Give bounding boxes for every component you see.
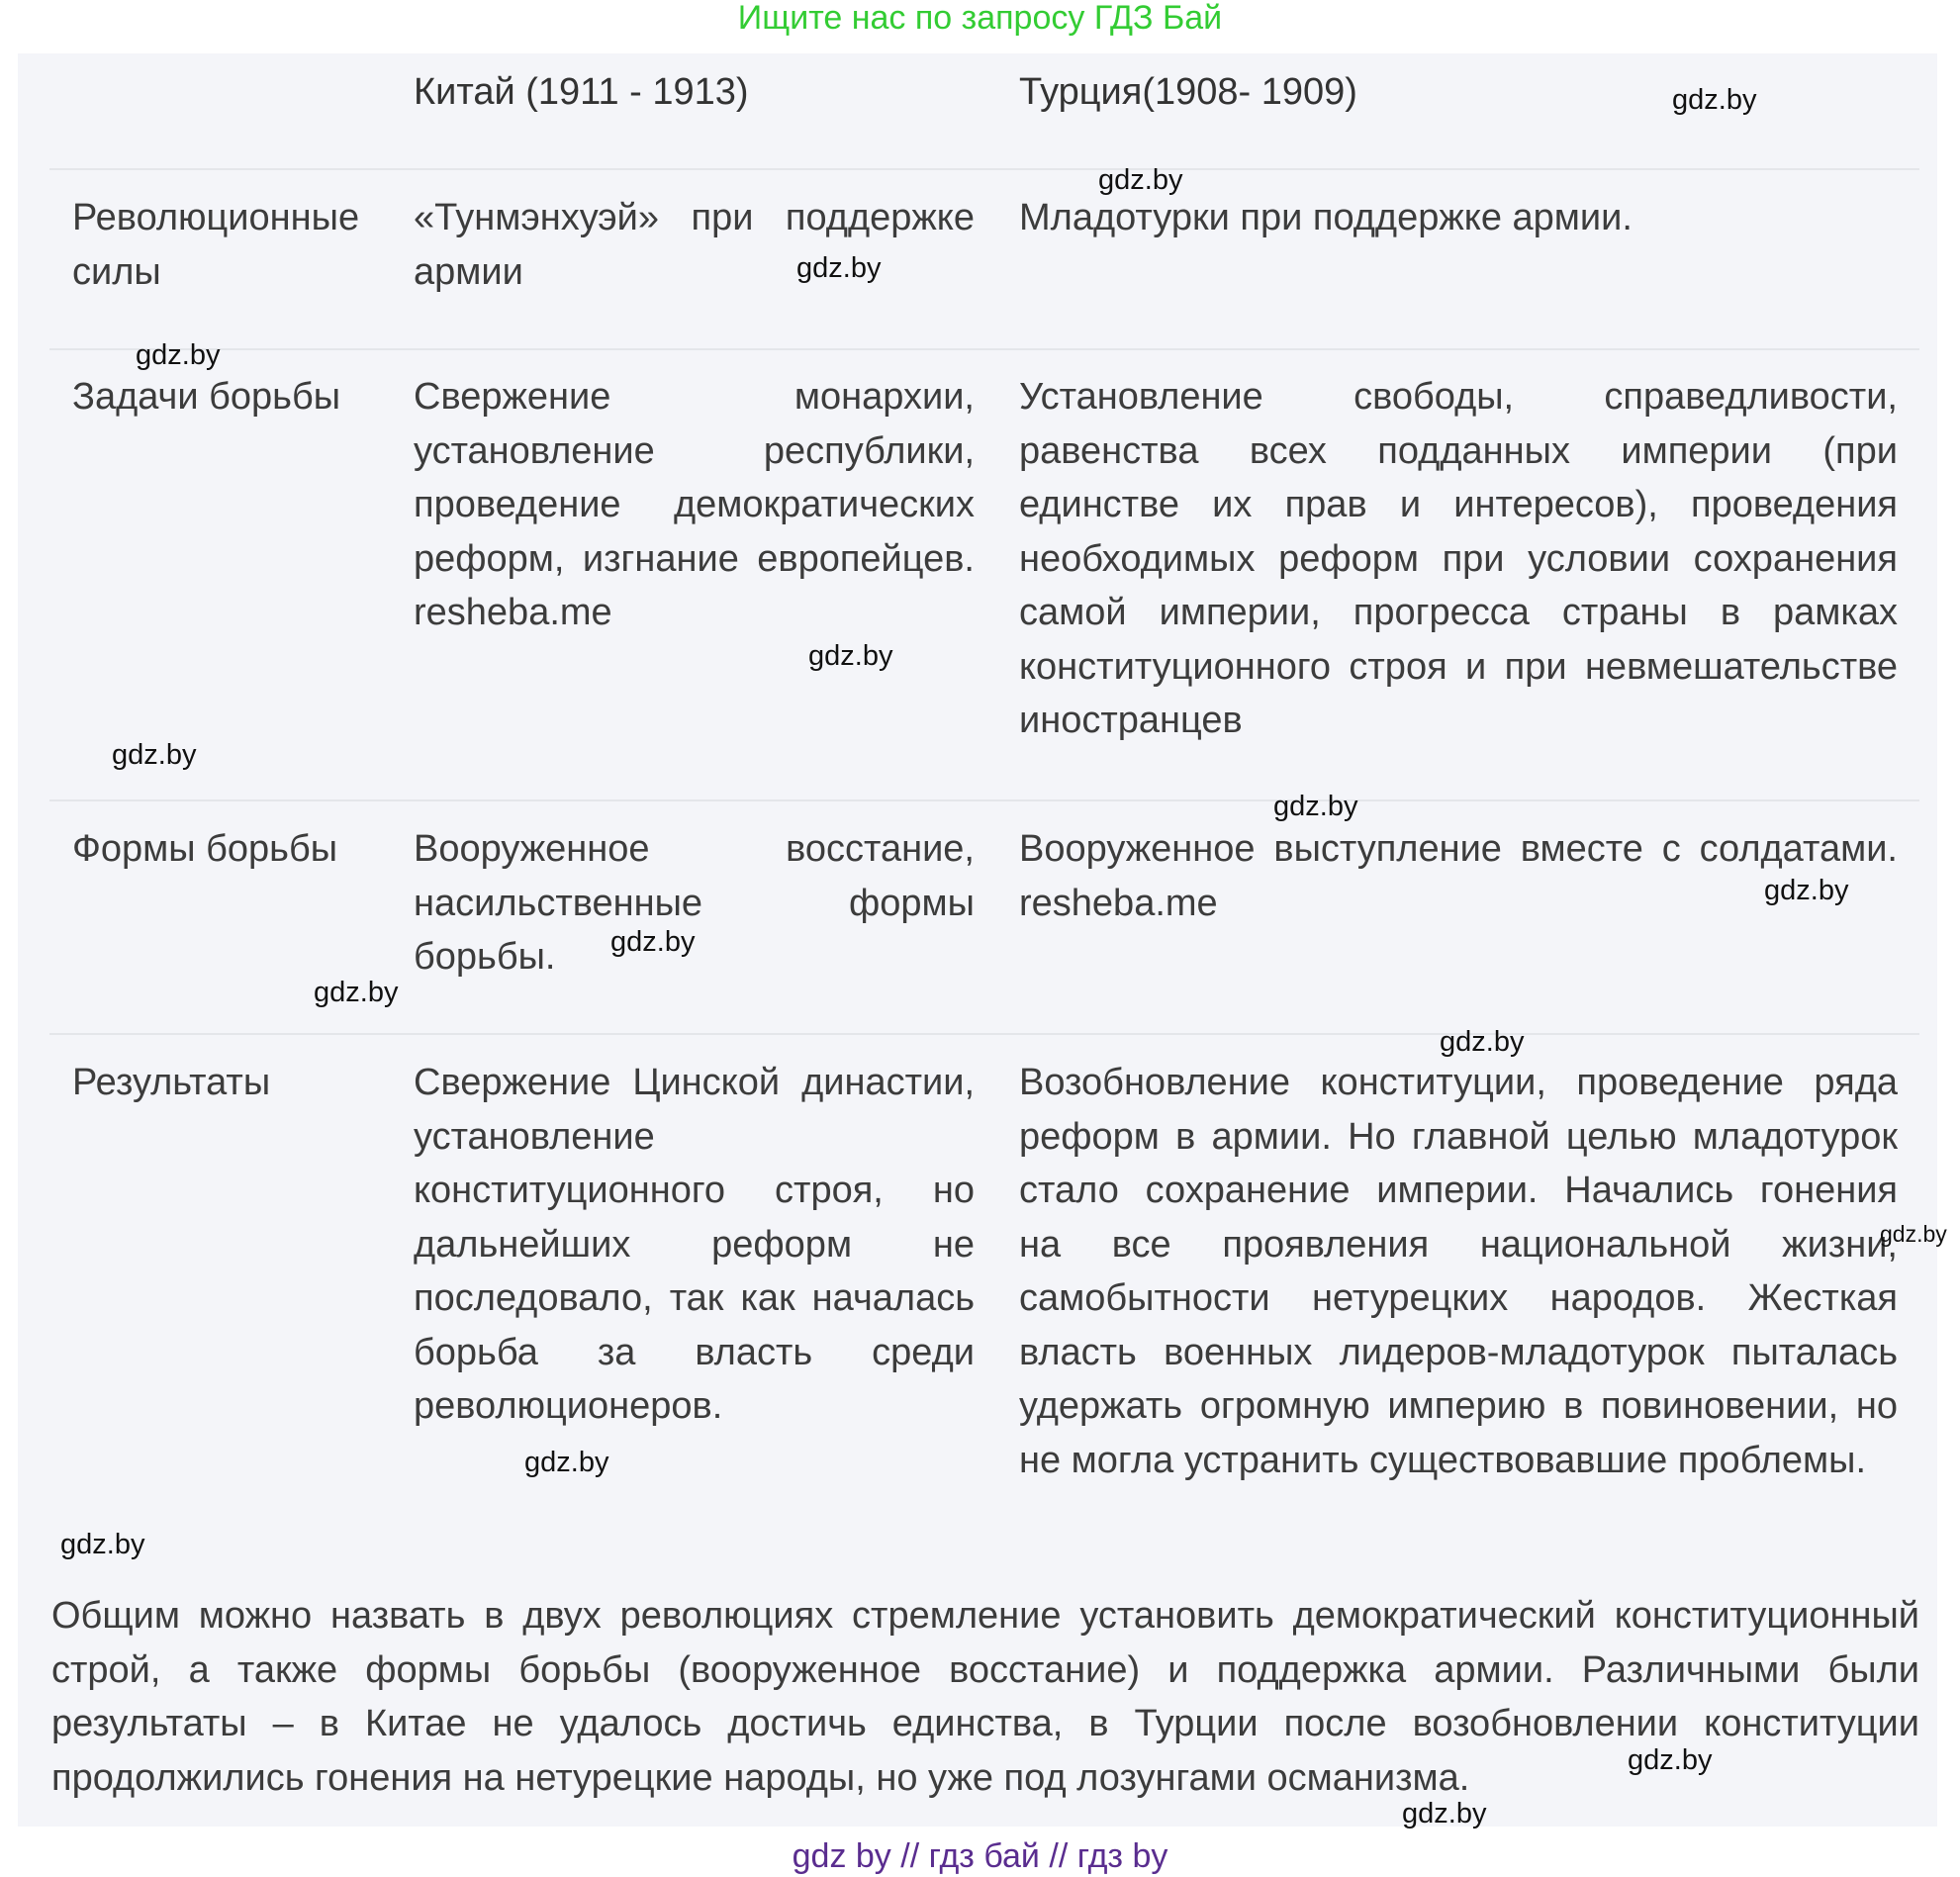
cell-line: конституционного строя, но bbox=[414, 1170, 975, 1211]
cell-turkey-results bbox=[1019, 1056, 1898, 1487]
cell-line: resheba.me bbox=[1019, 882, 1218, 924]
row-divider bbox=[49, 348, 1919, 350]
row-divider bbox=[49, 799, 1919, 801]
cell-line: власть военных лидеров-младотурок пыталась bbox=[1019, 1331, 1898, 1373]
search-banner: Ищите нас по запросу ГДЗ Бай bbox=[737, 0, 1223, 37]
cell-line: единстве их прав и интересов), проведения bbox=[1019, 484, 1898, 525]
cell-line: необходимых реформ при условии сохранения bbox=[1019, 537, 1898, 580]
content-panel bbox=[18, 53, 1937, 1830]
cell-line: борьбы. bbox=[414, 936, 556, 978]
watermark: gdz.by bbox=[112, 739, 197, 771]
cell-line: реформ, изгнание европейцев. bbox=[414, 537, 975, 580]
cell-line: Свержение монархии, bbox=[414, 376, 975, 418]
cell-line: равенства всех подданных империи (при bbox=[1019, 429, 1898, 472]
label-line: Формы борьбы bbox=[72, 828, 338, 870]
label-line: Революционные bbox=[72, 197, 360, 238]
watermark: gdz.by bbox=[1628, 1744, 1713, 1776]
cell-line: Установление свободы, справедливости, bbox=[1019, 376, 1898, 418]
label-line: Результаты bbox=[72, 1062, 271, 1103]
summary-line: результаты – в Китае не удалось достичь единства, в Турции после возобновлении конституции bbox=[51, 1703, 1919, 1744]
cell-line: реформ в армии. Но главной целью младотурок bbox=[1019, 1115, 1898, 1158]
cell-line: удержать огромную империю в повиновении, но bbox=[1019, 1385, 1898, 1427]
watermark: gdz.by bbox=[1764, 875, 1849, 906]
cell-line: «Тунмэнхуэй» при поддержке bbox=[414, 197, 975, 238]
cell-line: дальнейших реформ не bbox=[414, 1223, 975, 1266]
cell-line: последовало, так как началась bbox=[414, 1277, 975, 1319]
cell-line: Возобновление конституции, проведение ряда bbox=[1019, 1062, 1898, 1103]
cell-turkey-forces bbox=[1019, 191, 1898, 245]
watermark: gdz.by bbox=[314, 977, 399, 1008]
cell-line: Вооруженное выступление вместе с солдатами. bbox=[1019, 828, 1898, 870]
cell-line: resheba.me bbox=[414, 592, 612, 633]
row-divider bbox=[49, 1033, 1919, 1035]
watermark: gdz.by bbox=[1402, 1798, 1487, 1830]
cell-china-forces bbox=[414, 191, 975, 299]
row-label-forces bbox=[72, 191, 359, 299]
cell-line: Вооруженное восстание, bbox=[414, 828, 975, 870]
cell-line: не могла устранить существовавшие проблемы. bbox=[1019, 1439, 1867, 1481]
watermark: gdz.by bbox=[524, 1447, 609, 1478]
footer-links: gdz by // гдз бай // гдз by bbox=[792, 1837, 1168, 1875]
cell-line: установление bbox=[414, 1115, 655, 1158]
watermark: gdz.by bbox=[1440, 1026, 1525, 1058]
label-line: Задачи борьбы bbox=[72, 376, 341, 418]
watermark: gdz.by bbox=[610, 926, 696, 958]
watermark: gdz.by bbox=[1098, 164, 1183, 196]
row-label-forms bbox=[72, 822, 337, 877]
header-china: Китай (1911 - 1913) bbox=[414, 71, 749, 113]
row-divider bbox=[49, 168, 1919, 170]
cell-line: иностранцев bbox=[1019, 700, 1243, 741]
watermark: gdz.by bbox=[136, 339, 221, 371]
cell-line: стало сохранение империи. Начались гонения bbox=[1019, 1170, 1898, 1211]
row-label-results bbox=[72, 1056, 270, 1110]
cell-line: Свержение Цинской династии, bbox=[414, 1062, 975, 1103]
watermark: gdz.by bbox=[796, 252, 882, 284]
watermark: gdz.by bbox=[60, 1529, 145, 1560]
cell-line: установление республики, bbox=[414, 429, 975, 472]
cell-line: самобытности нетурецких народов. Жесткая bbox=[1019, 1277, 1898, 1319]
summary-line: строй, а также формы борьбы (вооруженное восстание) и поддержка армии. Различными были bbox=[51, 1648, 1919, 1691]
watermark: gdz.by bbox=[1672, 84, 1757, 116]
cell-line: Младотурки при поддержке армии. bbox=[1019, 197, 1633, 238]
cell-line: борьба за власть среди bbox=[414, 1331, 975, 1373]
cell-china-results bbox=[414, 1056, 975, 1434]
cell-turkey-tasks bbox=[1019, 370, 1898, 748]
summary-line: Общим можно назвать в двух революциях стремление установить демократический конституционный bbox=[51, 1595, 1919, 1637]
summary-line: продолжились гонения на нетурецкие народы, но уже под лозунгами османизма. bbox=[51, 1756, 1470, 1799]
cell-line: проведение демократических bbox=[414, 484, 975, 525]
cell-china-tasks bbox=[414, 370, 975, 640]
watermark: gdz.by bbox=[1880, 1221, 1947, 1247]
cell-line: самой империи, прогресса страны в рамках bbox=[1019, 592, 1898, 633]
cell-china-forms bbox=[414, 822, 975, 985]
row-label-tasks bbox=[72, 370, 340, 424]
label-line: силы bbox=[72, 250, 161, 293]
watermark: gdz.by bbox=[808, 640, 893, 672]
header-turkey: Турция(1908- 1909) bbox=[1019, 71, 1357, 113]
cell-line: на все проявления национальной жизни, bbox=[1019, 1223, 1898, 1266]
cell-line: насильственные формы bbox=[414, 882, 975, 924]
watermark: gdz.by bbox=[1273, 791, 1358, 822]
cell-line: конституционного строя и при невмешательстве bbox=[1019, 645, 1898, 688]
cell-line: армии bbox=[414, 250, 523, 293]
cell-line: революционеров. bbox=[414, 1385, 723, 1427]
